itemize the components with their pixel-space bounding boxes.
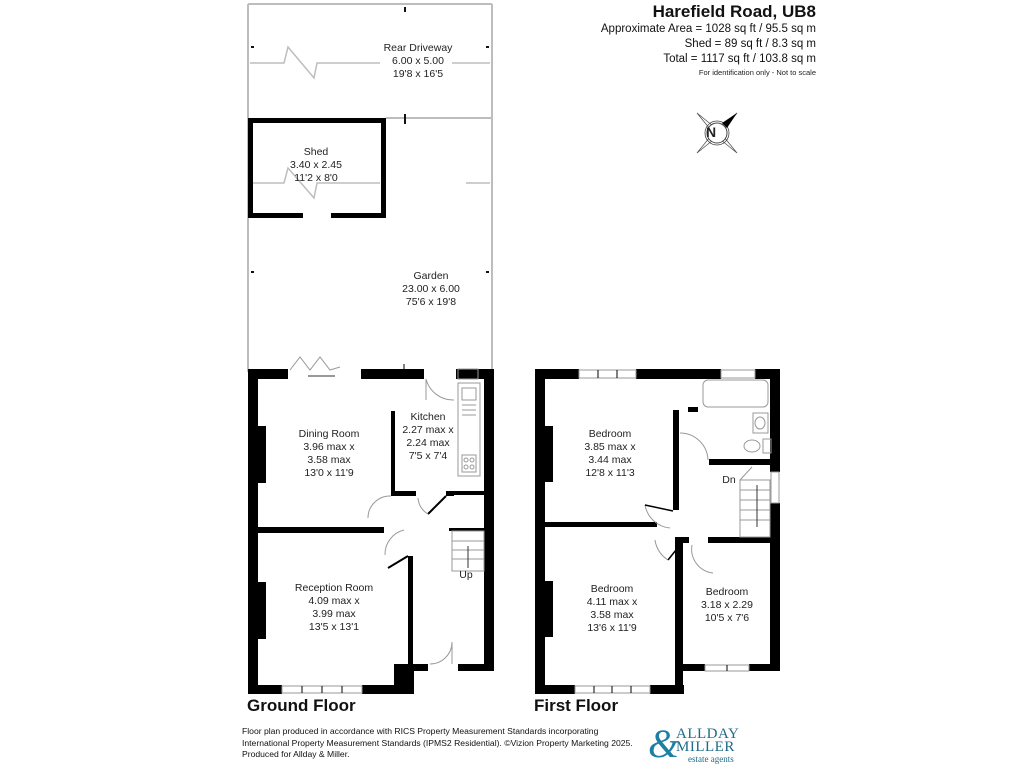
room-label-bedroom-3: Bedroom 3.18 x 2.29 10'5 x 7'6 [701,586,753,624]
north-compass-icon [697,113,737,153]
logo-name-2: MILLER [676,739,735,755]
room-label-reception-room: Reception Room 4.09 max x 3.99 max 13'5 x 13'1 [294,582,374,633]
room-label-kitchen: Kitchen 2.27 max x 2.24 max 7'5 x 7'4 [402,411,454,462]
scale-note: For identification only - Not to scale [698,68,816,77]
allday-miller-logo [648,721,768,766]
logo-ampersand: & [648,721,680,766]
total-area: Total = 1117 sq ft / 103.8 sq m [663,53,816,65]
room-label-bedroom-2: Bedroom 4.11 max x 3.58 max 13'6 x 11'9 [586,583,638,634]
room-label-garden: Garden 23.00 x 6.00 75'6 x 19'8 [402,270,460,308]
stairs-up-label: Up [459,569,473,581]
first-floor-title: First Floor [534,696,619,715]
room-label-shed: Shed 3.40 x 2.45 11'2 x 8'0 [290,146,342,184]
approximate-area: Approximate Area = 1028 sq ft / 95.5 sq m [600,23,816,35]
ground-floor-title: Ground Floor [247,696,356,715]
stairs-down-label: Dn [722,474,736,486]
ground-floor-fixtures [282,357,484,693]
compass-label: N [705,124,717,140]
room-label-bedroom-1: Bedroom 3.85 max x 3.44 max 12'8 x 11'3 [584,428,636,479]
room-label-dining-room: Dining Room 3.96 max x 3.58 max 13'0 x 11'9 [298,428,360,479]
logo-name-1: ALLDAY [676,726,740,742]
plan-header [601,2,816,78]
logo-subtitle: estate agents [688,754,734,764]
shed-area: Shed = 89 sq ft / 8.3 sq m [684,38,816,50]
room-label-rear-driveway: Rear Driveway 6.00 x 5.00 19'8 x 16'5 [383,42,453,80]
property-title: Harefield Road, UB8 [652,2,816,21]
first-floor-walls [535,369,780,694]
footer-disclaimer: Floor plan produced in accordance with RICS Property Measurement Standards incorporating International Property Measurement Standards (IPMS2 Residential). ©Vizion Property Marketing 2025. Produced for Allday & Miller. [242,726,633,759]
